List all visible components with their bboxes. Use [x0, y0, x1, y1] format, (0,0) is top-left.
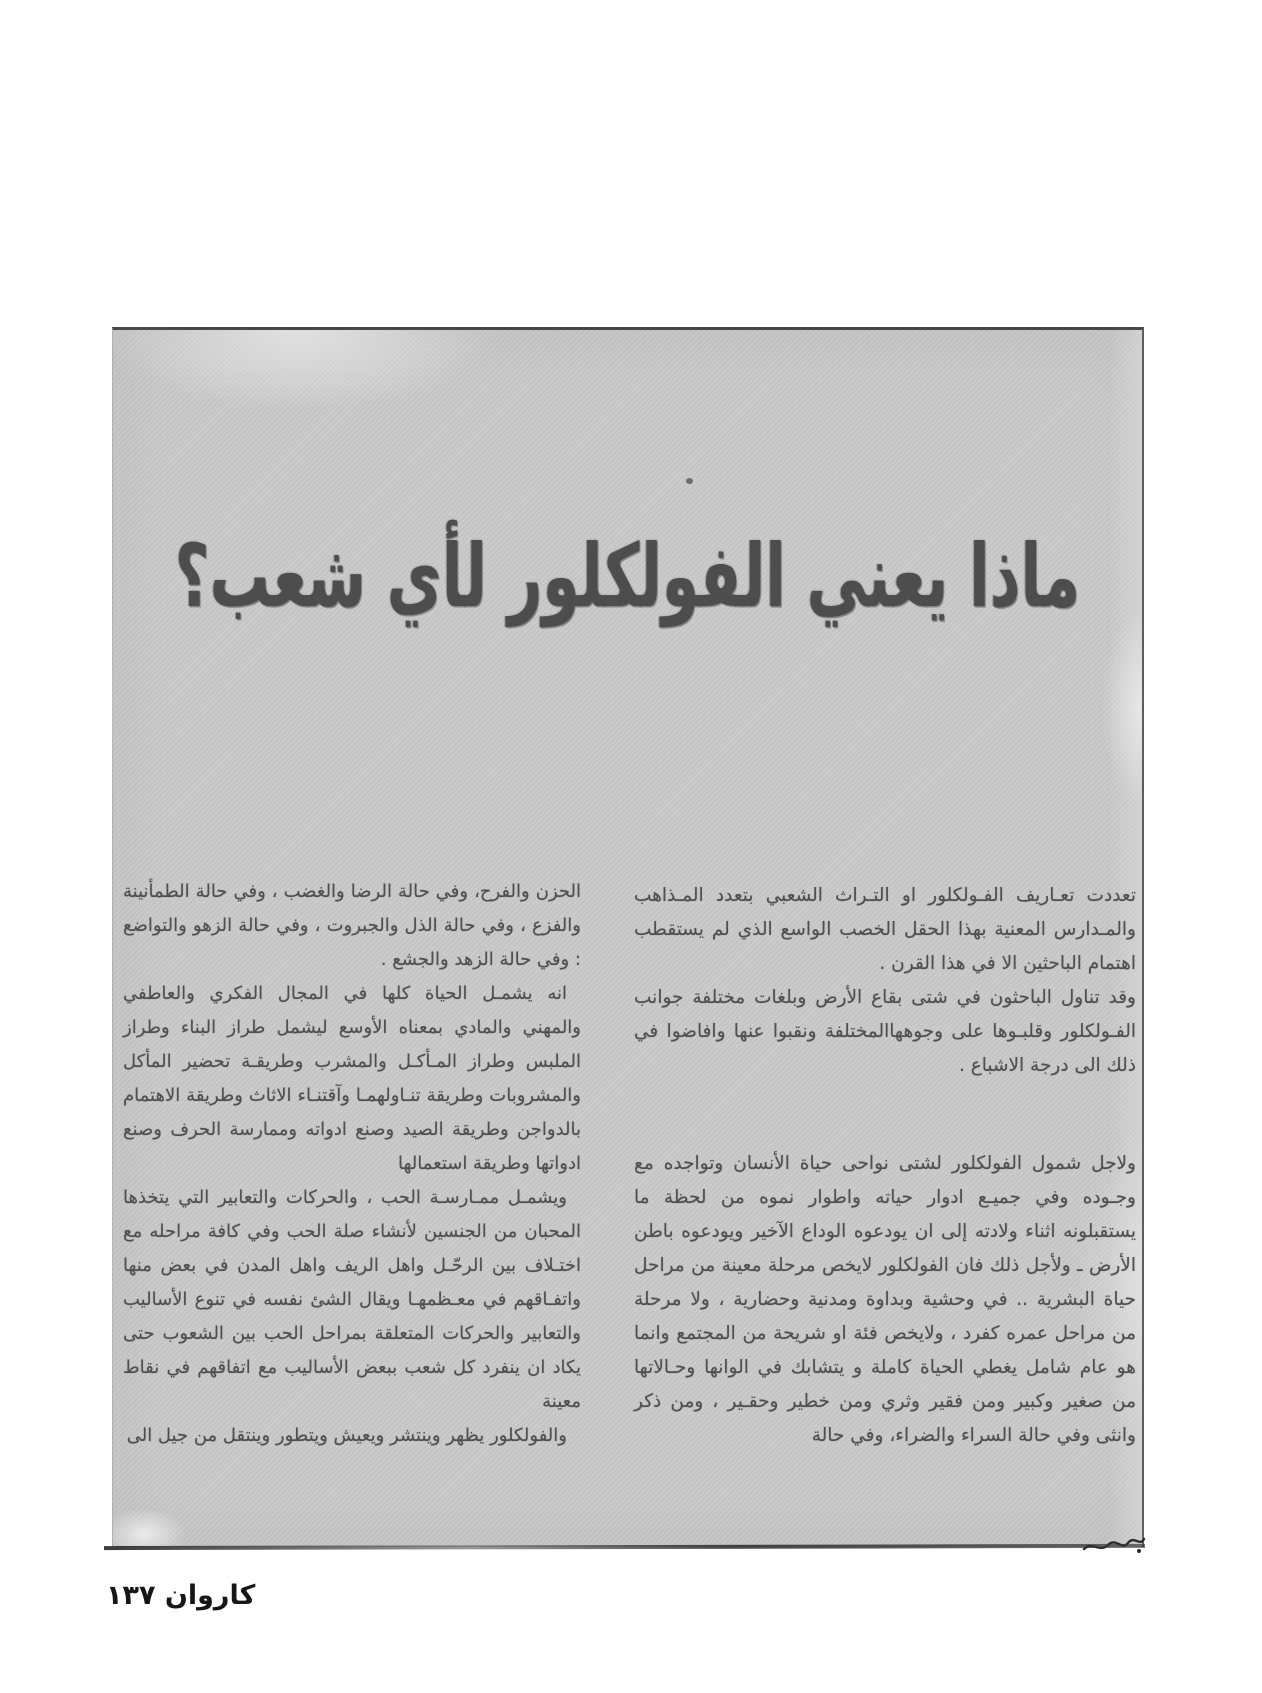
paragraph-material-life: انه يشمـل الحياة كلها في المجال الفكري والعاطفي والمهني والمادي بمعناه الأوسع ليشمل طراز البناء وطراز الملبس وطراز المـأكـل والمشرب وطريقـة تحضير المأكل والمشروبات وطريقة تنـاولهمـا وآقتنـاء الاثاث وطريقة الاهتمام بالدواجن وطريقة الصيد وصنع ادواته وممارسة الحرف وصنع ادواتها وطريقة استعمالها [123, 983, 581, 1174]
scan-squiggle-artifact [1082, 1531, 1146, 1557]
paragraph-folklore-transmission: والفولكلور يظهر وينتشر ويعيش ويتطور وينتقل من جيل الى [126, 1425, 567, 1446]
paragraph-states-of-life: الحزن والفرح، وفي حالة الرضا والغضب ، وفي حالة الطمأنينة والفزع ، وفي حالة الذل والجبروت ، وفي حالة الزهو والتواضع : وفي حالة الزهد والجشع . [123, 881, 581, 970]
paragraph-definitions: تعددت تعـاريف الفـولكلور او التـراث الشعبي بتعدد المـذاهب والمـدارس المعنية بهذا الحقل الخصب الواسع الذي لم يستقطب اهتمام الباحثين الا في هذا القرن . [634, 885, 1136, 974]
paragraph-love-customs: ويشمـل ممـارسـة الحب ، والحركات والتعابير التي يتخذها المحبان من الجنسين لأنشاء صلة الحب وفي كافة مراحله مع اختـلاف بين الرحّـل واهل الريف واهل المدن في بعض منها واتفـاقهم في معـظمهـا ويقال الشئ نفسه في تنوع الأساليب والتعابير والحركات المتعلقة بمراحل الحب بين الشعوب حتى يكاد ان ينفرد كل شعب ببعض الأساليب مع اتفاقهم في نقاط معينة [123, 1187, 581, 1412]
scanned-page [112, 327, 1144, 1547]
page-footer-magazine-number: كاروان ١٣٧ [106, 1580, 256, 1611]
scan-speck-artifact [686, 478, 693, 484]
article-column-right [634, 879, 1136, 1453]
paragraph-researchers: وقد تناول الباحثون في شتى بقاع الأرض وبلغات مختلفة جوانب الفـولكلور وقلبـوها على وجوههاالمختلفة ونقبوا عنها وافاضوا في ذلك الى درجة الاشباع . [634, 987, 1136, 1076]
article-title: ماذا يعني الفولكلور لأي شعب؟ [174, 526, 1081, 628]
paragraph-folklore-scope: ولاجل شمول الفولكلور لشتى نواحى حياة الأنسان وتواجده مع وجـوده وفي جميـع ادوار حياته واطوار نموه من لحظة ما يستقبلونه اثناء ولادته إلى ان يودعوه الوداع الآخير ويودعوه باطن الأرض ـ ولأجل ذلك فان الفولكلور لايخص مرحلة معينة من مراحل حياة البشرية .. في وحشية وبداوة ومدنية وحضارية ، ولا مرحلة من مراحل عمره كفرد ، ولايخص فئة او شريحة من المجتمع وانما هو عام شامل يغطي الحياة كاملة و يتشابك في الوانها وحـالاتها من صغير وكبير ومن فقير وثري ومن خطير وحقـير ، ومن ذكر وانثى وفي حالة السراء والضراء، وفي حالة [634, 1153, 1136, 1446]
article-column-left [123, 875, 581, 1453]
